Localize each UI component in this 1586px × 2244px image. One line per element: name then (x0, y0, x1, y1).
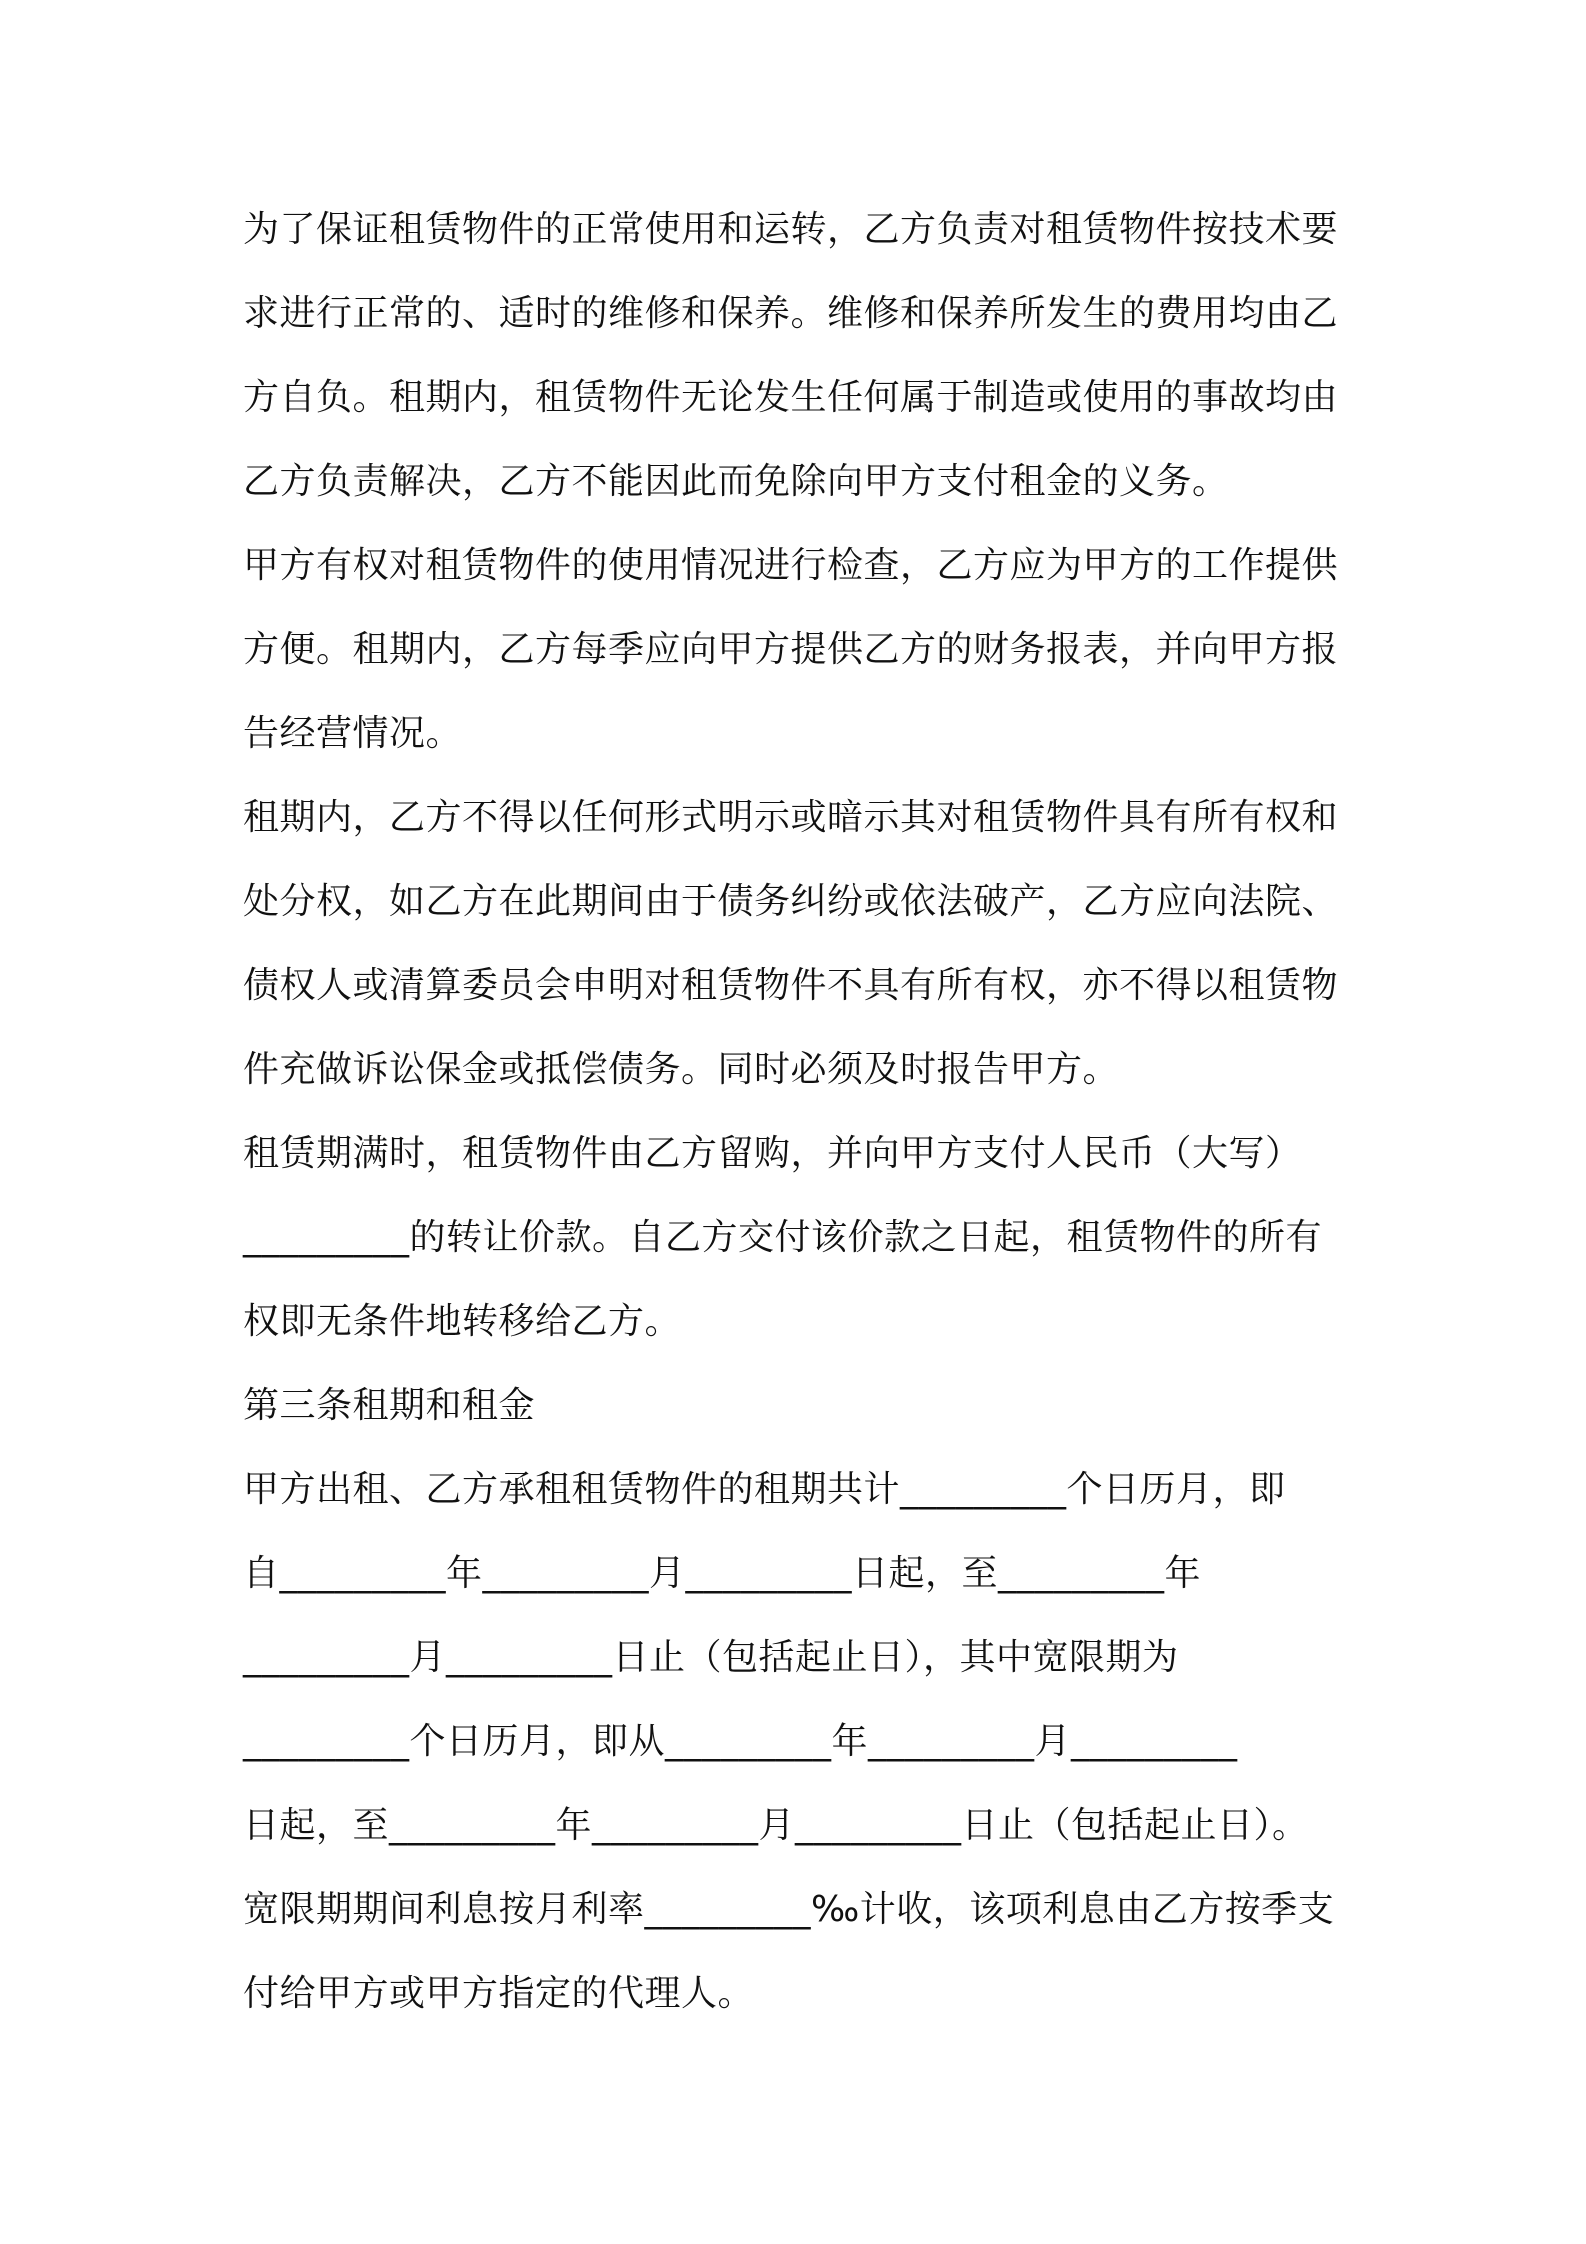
paragraph-line: 求进行正常的、适时的维修和保养。维修和保养所发生的费用均由乙 (243, 293, 1339, 334)
section-heading: 第三条租期和租金 (243, 1385, 536, 1426)
paragraph-line: 自_________年_________月_________日起，至_________年 (243, 1553, 1202, 1594)
paragraph-line: 租期内，乙方不得以任何形式明示或暗示其对租赁物件具有所有权和 (243, 797, 1339, 838)
paragraph-line: 处分权，如乙方在此期间由于债务纠纷或依法破产，乙方应向法院、 (243, 881, 1339, 922)
paragraph-line: 租赁期满时，租赁物件由乙方留购，并向甲方支付人民币（大写） (243, 1133, 1302, 1174)
paragraph-line: 权即无条件地转移给乙方。 (243, 1301, 682, 1342)
paragraph-line: 方便。租期内，乙方每季应向甲方提供乙方的财务报表，并向甲方报 (243, 629, 1339, 670)
paragraph-line: _________月_________日止（包括起止日），其中宽限期为 (243, 1637, 1179, 1678)
paragraph-line: 债权人或清算委员会申明对租赁物件不具有所有权，亦不得以租赁物 (243, 965, 1339, 1006)
paragraph-line: 日起，至_________年_________月_________日止（包括起止日）。 (243, 1805, 1309, 1846)
paragraph-line: 方自负。租期内，租赁物件无论发生任何属于制造或使用的事故均由 (243, 377, 1339, 418)
paragraph-line: 宽限期期间利息按月利率_________‰计收，该项利息由乙方按季支 (243, 1889, 1335, 1930)
paragraph-line: _________的转让价款。自乙方交付该价款之日起，租赁物件的所有 (243, 1217, 1323, 1258)
paragraph-line: 件充做诉讼保金或抵偿债务。同时必须及时报告甲方。 (243, 1049, 1120, 1090)
paragraph-line: _________个日历月，即从_________年_________月_________ (243, 1721, 1238, 1762)
paragraph-line: 为了保证租赁物件的正常使用和运转，乙方负责对租赁物件按技术要 (243, 209, 1339, 250)
paragraph-line: 付给甲方或甲方指定的代理人。 (243, 1973, 755, 2014)
paragraph-line: 告经营情况。 (243, 713, 463, 754)
paragraph-line: 甲方出租、乙方承租租赁物件的租期共计_________个日历月，即 (243, 1469, 1286, 1510)
paragraph-line: 甲方有权对租赁物件的使用情况进行检查，乙方应为甲方的工作提供 (243, 545, 1339, 586)
paragraph-line: 乙方负责解决，乙方不能因此而免除向甲方支付租金的义务。 (243, 461, 1229, 502)
